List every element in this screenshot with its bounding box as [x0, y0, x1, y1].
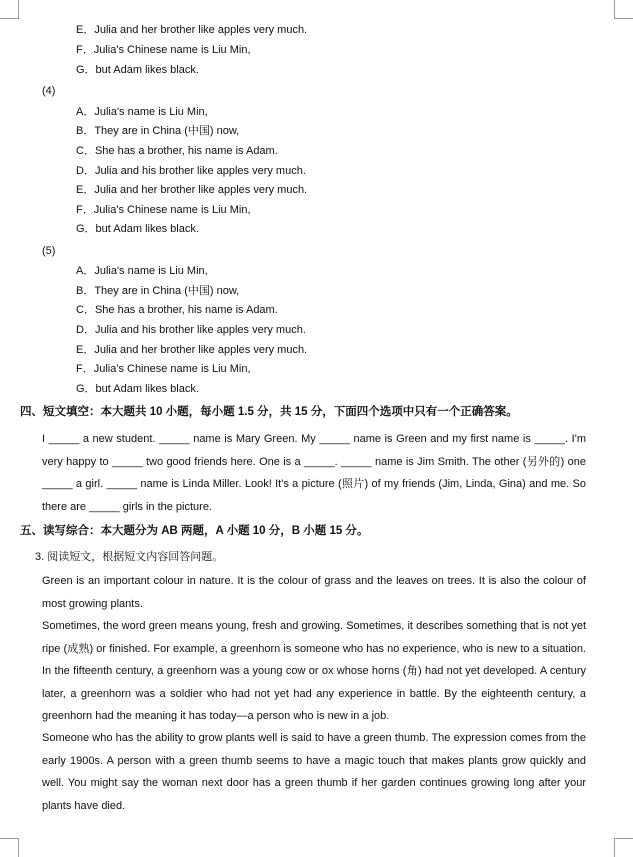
q5-option-a: A．Julia's name is Liu Min,: [76, 265, 208, 277]
q4-option-f: F．Julia's Chinese name is Liu Min,: [76, 204, 251, 216]
q4-option-c: C．She has a brother, his name is Adam.: [76, 145, 278, 157]
reading-paragraph-1: Green is an important colour in nature. It is the colour of grass and the leaves on trees. It is also the colour of most growing plants.: [42, 575, 586, 610]
crop-mark-bottom-left: [0, 838, 19, 857]
q5-option-d: D．Julia and his brother like apples very much.: [76, 324, 306, 336]
q5-option-c: C．She has a brother, his name is Adam.: [76, 304, 278, 316]
crop-mark-bottom-right: [614, 838, 633, 857]
reading-paragraph-3: Someone who has the ability to grow plants well is said to have a green thumb. The expression comes from the early 1900s. A person with a green thumb seems to have a magic touch that makes plants grow quickly and well. You might say the woman next door has a green thumb if her garden continues growing long after your plants have died.: [42, 732, 586, 812]
q5-option-f: F．Julia's Chinese name is Liu Min,: [76, 363, 251, 375]
q5-option-b: B．They are in China (中国) now,: [76, 285, 240, 297]
q5-option-e: E．Julia and her brother like apples very much.: [76, 344, 308, 356]
crop-mark-top-left: [0, 0, 19, 19]
section-5-heading: 五、读写综合：本大题分为 AB 两题，A 小题 10 分，B 小题 15 分。: [20, 525, 369, 537]
reading-instruction: 3. 阅读短文，根据短文内容回答问题。: [35, 551, 224, 563]
question-4-label: (4): [42, 85, 56, 97]
option-g: G．but Adam likes black.: [76, 64, 199, 76]
section-4-cloze-text: I _____ a new student. _____ name is Mary Green. My _____ name is Green and my first name is _____. I'm very happy to _____ two good friends here. One is a _____. _____ name is Jim Smith. The other (另外的) one _____ a girl. _____ name is Linda Miller. Look! It's a picture (照片) of my friends (Jim, Linda, Gina) and me. So there are _____ girls in the picture.: [42, 433, 586, 513]
reading-paragraph-2: Sometimes, the word green means young, fresh and growing. Sometimes, it describes something that is not yet ripe (成熟) or finished. For example, a greenhorn is someone who has no experience, who is new to a situation. In the fifteenth century, a greenhorn was a young cow or ox whose horns (角) had not yet developed. A century later, a greenhorn was a soldier who had not yet had any experience in battle. By the eighteenth century, a greenhorn had the meaning it has today—a person who is new in a job.: [42, 620, 586, 722]
q4-option-g: G．but Adam likes black.: [76, 223, 199, 235]
option-e: E．Julia and her brother like apples very much.: [76, 24, 308, 36]
q5-option-g: G．but Adam likes black.: [76, 383, 199, 395]
q4-option-b: B．They are in China (中国) now,: [76, 125, 240, 137]
q4-option-d: D．Julia and his brother like apples very much.: [76, 165, 306, 177]
q4-option-e: E．Julia and her brother like apples very much.: [76, 184, 308, 196]
crop-mark-top-right: [614, 0, 633, 19]
question-5-label: (5): [42, 245, 56, 257]
q4-option-a: A．Julia's name is Liu Min,: [76, 106, 208, 118]
option-f: F．Julia's Chinese name is Liu Min,: [76, 44, 251, 56]
section-4-heading: 四、短文填空：本大题共 10 小题，每小题 1.5 分，共 15 分，下面四个选项中只有一个正确答案。: [20, 406, 518, 418]
